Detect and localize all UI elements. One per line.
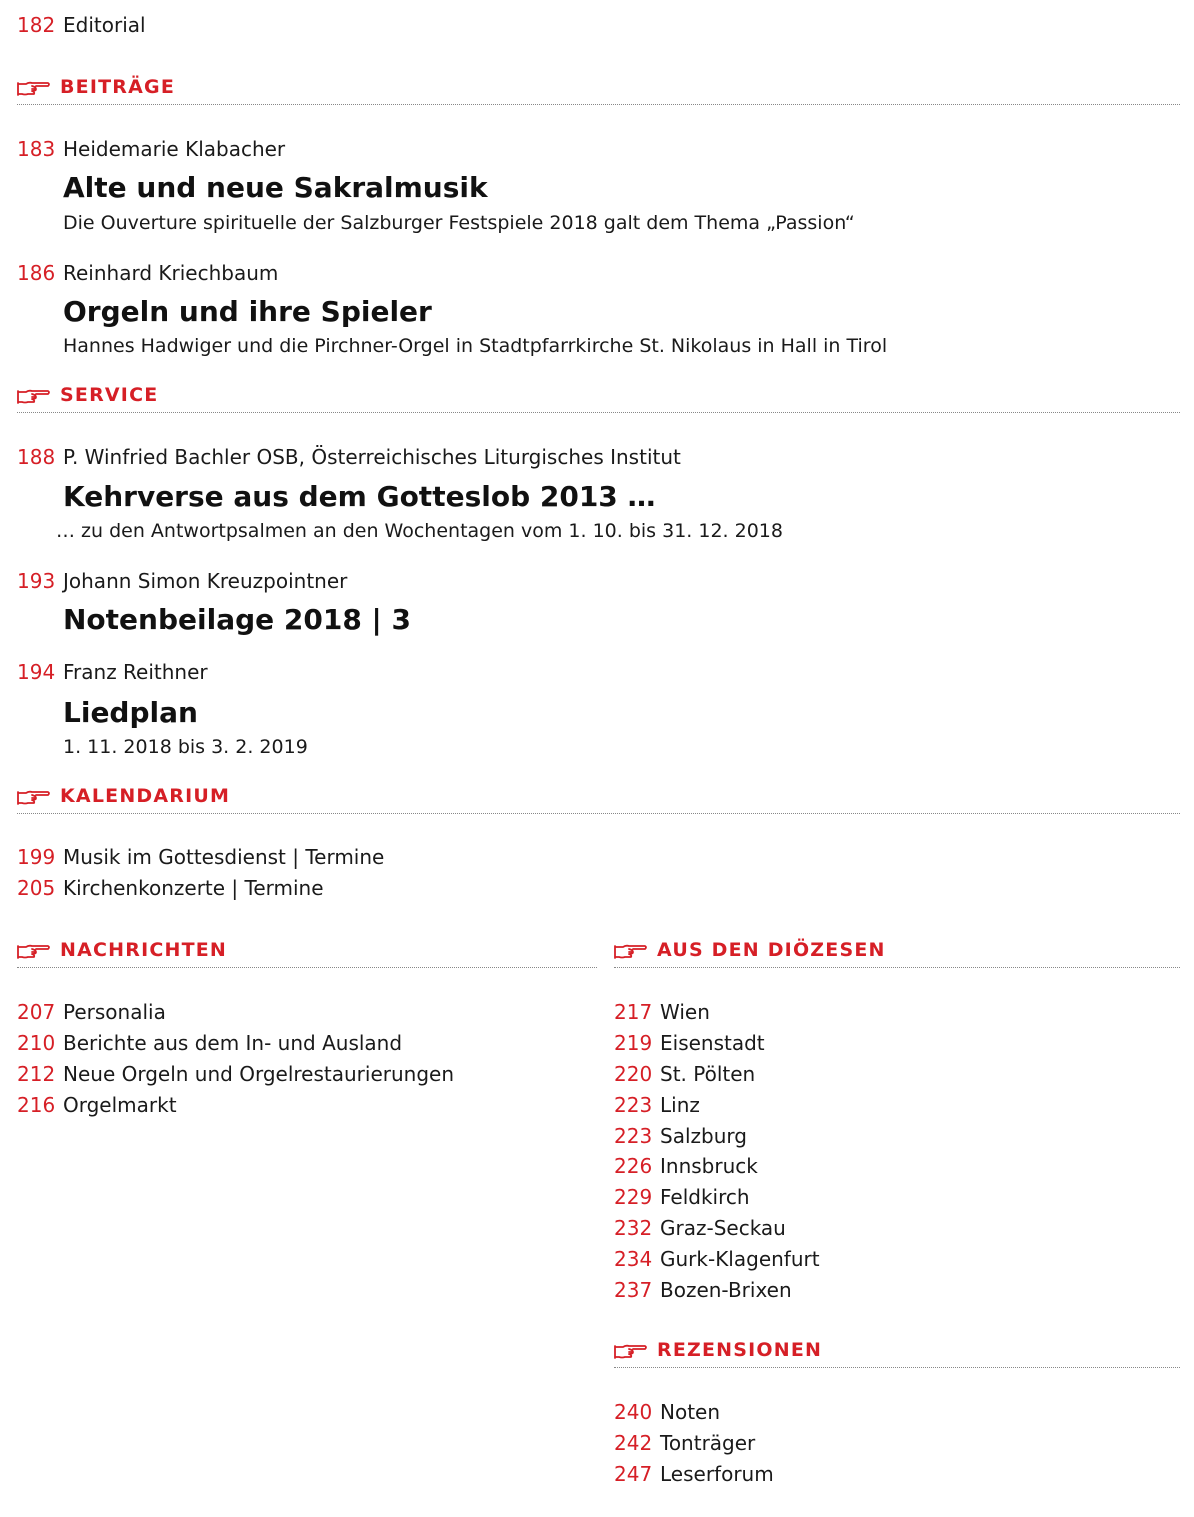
- page-number: 226: [614, 1154, 653, 1178]
- entry-label: Orgelmarkt: [63, 1093, 177, 1117]
- page-number: 194: [17, 660, 56, 684]
- page-number: 232: [614, 1216, 653, 1240]
- section-header-dioezesen: [614, 937, 1180, 968]
- pointing-hand-icon: [614, 943, 648, 961]
- article-subtitle: Die Ouverture spirituelle der Salzburger Festspiele 2018 galt dem Thema „Passion“: [63, 212, 855, 234]
- author: Heidemarie Klabacher: [63, 137, 286, 161]
- section-header-nachrichten: [17, 937, 597, 968]
- page-number: 216: [17, 1093, 56, 1117]
- toc-entry-article[interactable]: [17, 261, 278, 285]
- toc-entry-dioezese[interactable]: [614, 1093, 700, 1117]
- pointing-hand-icon: [17, 943, 51, 961]
- toc-entry-article[interactable]: [17, 137, 285, 161]
- section-header-beitraege: [17, 74, 1180, 105]
- entry-label: Graz-Seckau: [660, 1216, 786, 1240]
- entry-label: Noten: [660, 1400, 721, 1424]
- page-number: 247: [614, 1462, 653, 1486]
- pointing-hand-icon: [17, 789, 51, 807]
- section-header-kalendarium: [17, 783, 1180, 814]
- entry-label: Linz: [660, 1093, 700, 1117]
- toc-entry-rezension[interactable]: [614, 1431, 755, 1455]
- page-number: 210: [17, 1031, 56, 1055]
- toc-entry-kalendarium[interactable]: [17, 876, 324, 900]
- section-title: BEITRÄGE: [60, 76, 175, 98]
- pointing-hand-icon: [17, 388, 51, 406]
- article-subtitle: 1. 11. 2018 bis 3. 2. 2019: [63, 736, 308, 758]
- entry-label: Eisenstadt: [660, 1031, 765, 1055]
- entry-label: Wien: [660, 1000, 710, 1024]
- page-number: 207: [17, 1000, 56, 1024]
- toc-entry-nachrichten[interactable]: [17, 1031, 402, 1055]
- toc-entry-kalendarium[interactable]: [17, 845, 384, 869]
- toc-entry-service[interactable]: [17, 569, 347, 593]
- page-number: 182: [17, 13, 56, 37]
- author: P. Winfried Bachler OSB, Österreichisches Liturgisches Institut: [63, 445, 681, 469]
- entry-label: Bozen-Brixen: [660, 1278, 792, 1302]
- page-number: 186: [17, 261, 56, 285]
- page-number: 220: [614, 1062, 653, 1086]
- entry-label: Innsbruck: [660, 1154, 758, 1178]
- section-title: SERVICE: [60, 384, 159, 406]
- article-title: Notenbeilage 2018 | 3: [63, 603, 412, 636]
- page-number: 240: [614, 1400, 653, 1424]
- toc-entry-dioezese[interactable]: [614, 1154, 758, 1178]
- page-number: 229: [614, 1185, 653, 1209]
- entry-label: Feldkirch: [660, 1185, 750, 1209]
- toc-entry-service[interactable]: [17, 445, 681, 469]
- entry-label: Musik im Gottesdienst | Termine: [63, 845, 385, 869]
- section-header-service: [17, 382, 1180, 413]
- entry-label: Leserforum: [660, 1462, 774, 1486]
- toc-entry-dioezese[interactable]: [614, 1247, 820, 1271]
- section-title: REZENSIONEN: [657, 1339, 823, 1361]
- page-number: 223: [614, 1093, 653, 1117]
- entry-label: Berichte aus dem In- und Ausland: [63, 1031, 403, 1055]
- section-header-rezensionen: [614, 1337, 1180, 1368]
- page-number: 205: [17, 876, 56, 900]
- toc-entry-service[interactable]: [17, 660, 208, 684]
- article-subtitle: … zu den Antwortpsalmen an den Wochentagen vom 1. 10. bis 31. 12. 2018: [56, 520, 783, 542]
- toc-entry-nachrichten[interactable]: [17, 1093, 177, 1117]
- article-subtitle: Hannes Hadwiger und die Pirchner-Orgel in Stadtpfarrkirche St. Nikolaus in Hall in Tirol: [63, 335, 888, 357]
- toc-entry-editorial[interactable]: [17, 13, 146, 37]
- page-number: 219: [614, 1031, 653, 1055]
- page-number: 212: [17, 1062, 56, 1086]
- entry-label: Salzburg: [660, 1124, 747, 1148]
- entry-label: Editorial: [63, 13, 146, 37]
- page-number: 199: [17, 845, 56, 869]
- page-number: 237: [614, 1278, 653, 1302]
- toc-entry-nachrichten[interactable]: [17, 1000, 166, 1024]
- article-title: Alte und neue Sakralmusik: [63, 171, 488, 204]
- toc-entry-dioezese[interactable]: [614, 1216, 786, 1240]
- toc-entry-nachrichten[interactable]: [17, 1062, 454, 1086]
- page-number: 188: [17, 445, 56, 469]
- section-title: AUS DEN DIÖZESEN: [657, 939, 886, 961]
- entry-label: Tonträger: [660, 1431, 756, 1455]
- page-number: 223: [614, 1124, 653, 1148]
- entry-label: Neue Orgeln und Orgelrestaurierungen: [63, 1062, 454, 1086]
- toc-entry-rezension[interactable]: [614, 1400, 720, 1424]
- article-title: Kehrverse aus dem Gotteslob 2013 …: [63, 480, 656, 513]
- page-number: 193: [17, 569, 56, 593]
- toc-entry-dioezese[interactable]: [614, 1000, 710, 1024]
- entry-label: Personalia: [63, 1000, 166, 1024]
- section-title: KALENDARIUM: [60, 785, 231, 807]
- entry-label: Gurk-Klagenfurt: [660, 1247, 820, 1271]
- author: Franz Reithner: [63, 660, 208, 684]
- author: Reinhard Kriechbaum: [63, 261, 279, 285]
- entry-label: Kirchenkonzerte | Termine: [63, 876, 324, 900]
- section-title: NACHRICHTEN: [60, 939, 228, 961]
- toc-entry-dioezese[interactable]: [614, 1124, 747, 1148]
- page-number: 234: [614, 1247, 653, 1271]
- toc-entry-dioezese[interactable]: [614, 1062, 755, 1086]
- page-number: 183: [17, 137, 56, 161]
- toc-entry-rezension[interactable]: [614, 1462, 774, 1486]
- article-title: Orgeln und ihre Spieler: [63, 295, 432, 328]
- toc-entry-dioezese[interactable]: [614, 1031, 765, 1055]
- pointing-hand-icon: [17, 80, 51, 98]
- toc-entry-dioezese[interactable]: [614, 1278, 792, 1302]
- article-title: Liedplan: [63, 696, 198, 729]
- author: Johann Simon Kreuzpointner: [63, 569, 348, 593]
- page-number: 242: [614, 1431, 653, 1455]
- page-number: 217: [614, 1000, 653, 1024]
- pointing-hand-icon: [614, 1343, 648, 1361]
- toc-entry-dioezese[interactable]: [614, 1185, 750, 1209]
- entry-label: St. Pölten: [660, 1062, 756, 1086]
